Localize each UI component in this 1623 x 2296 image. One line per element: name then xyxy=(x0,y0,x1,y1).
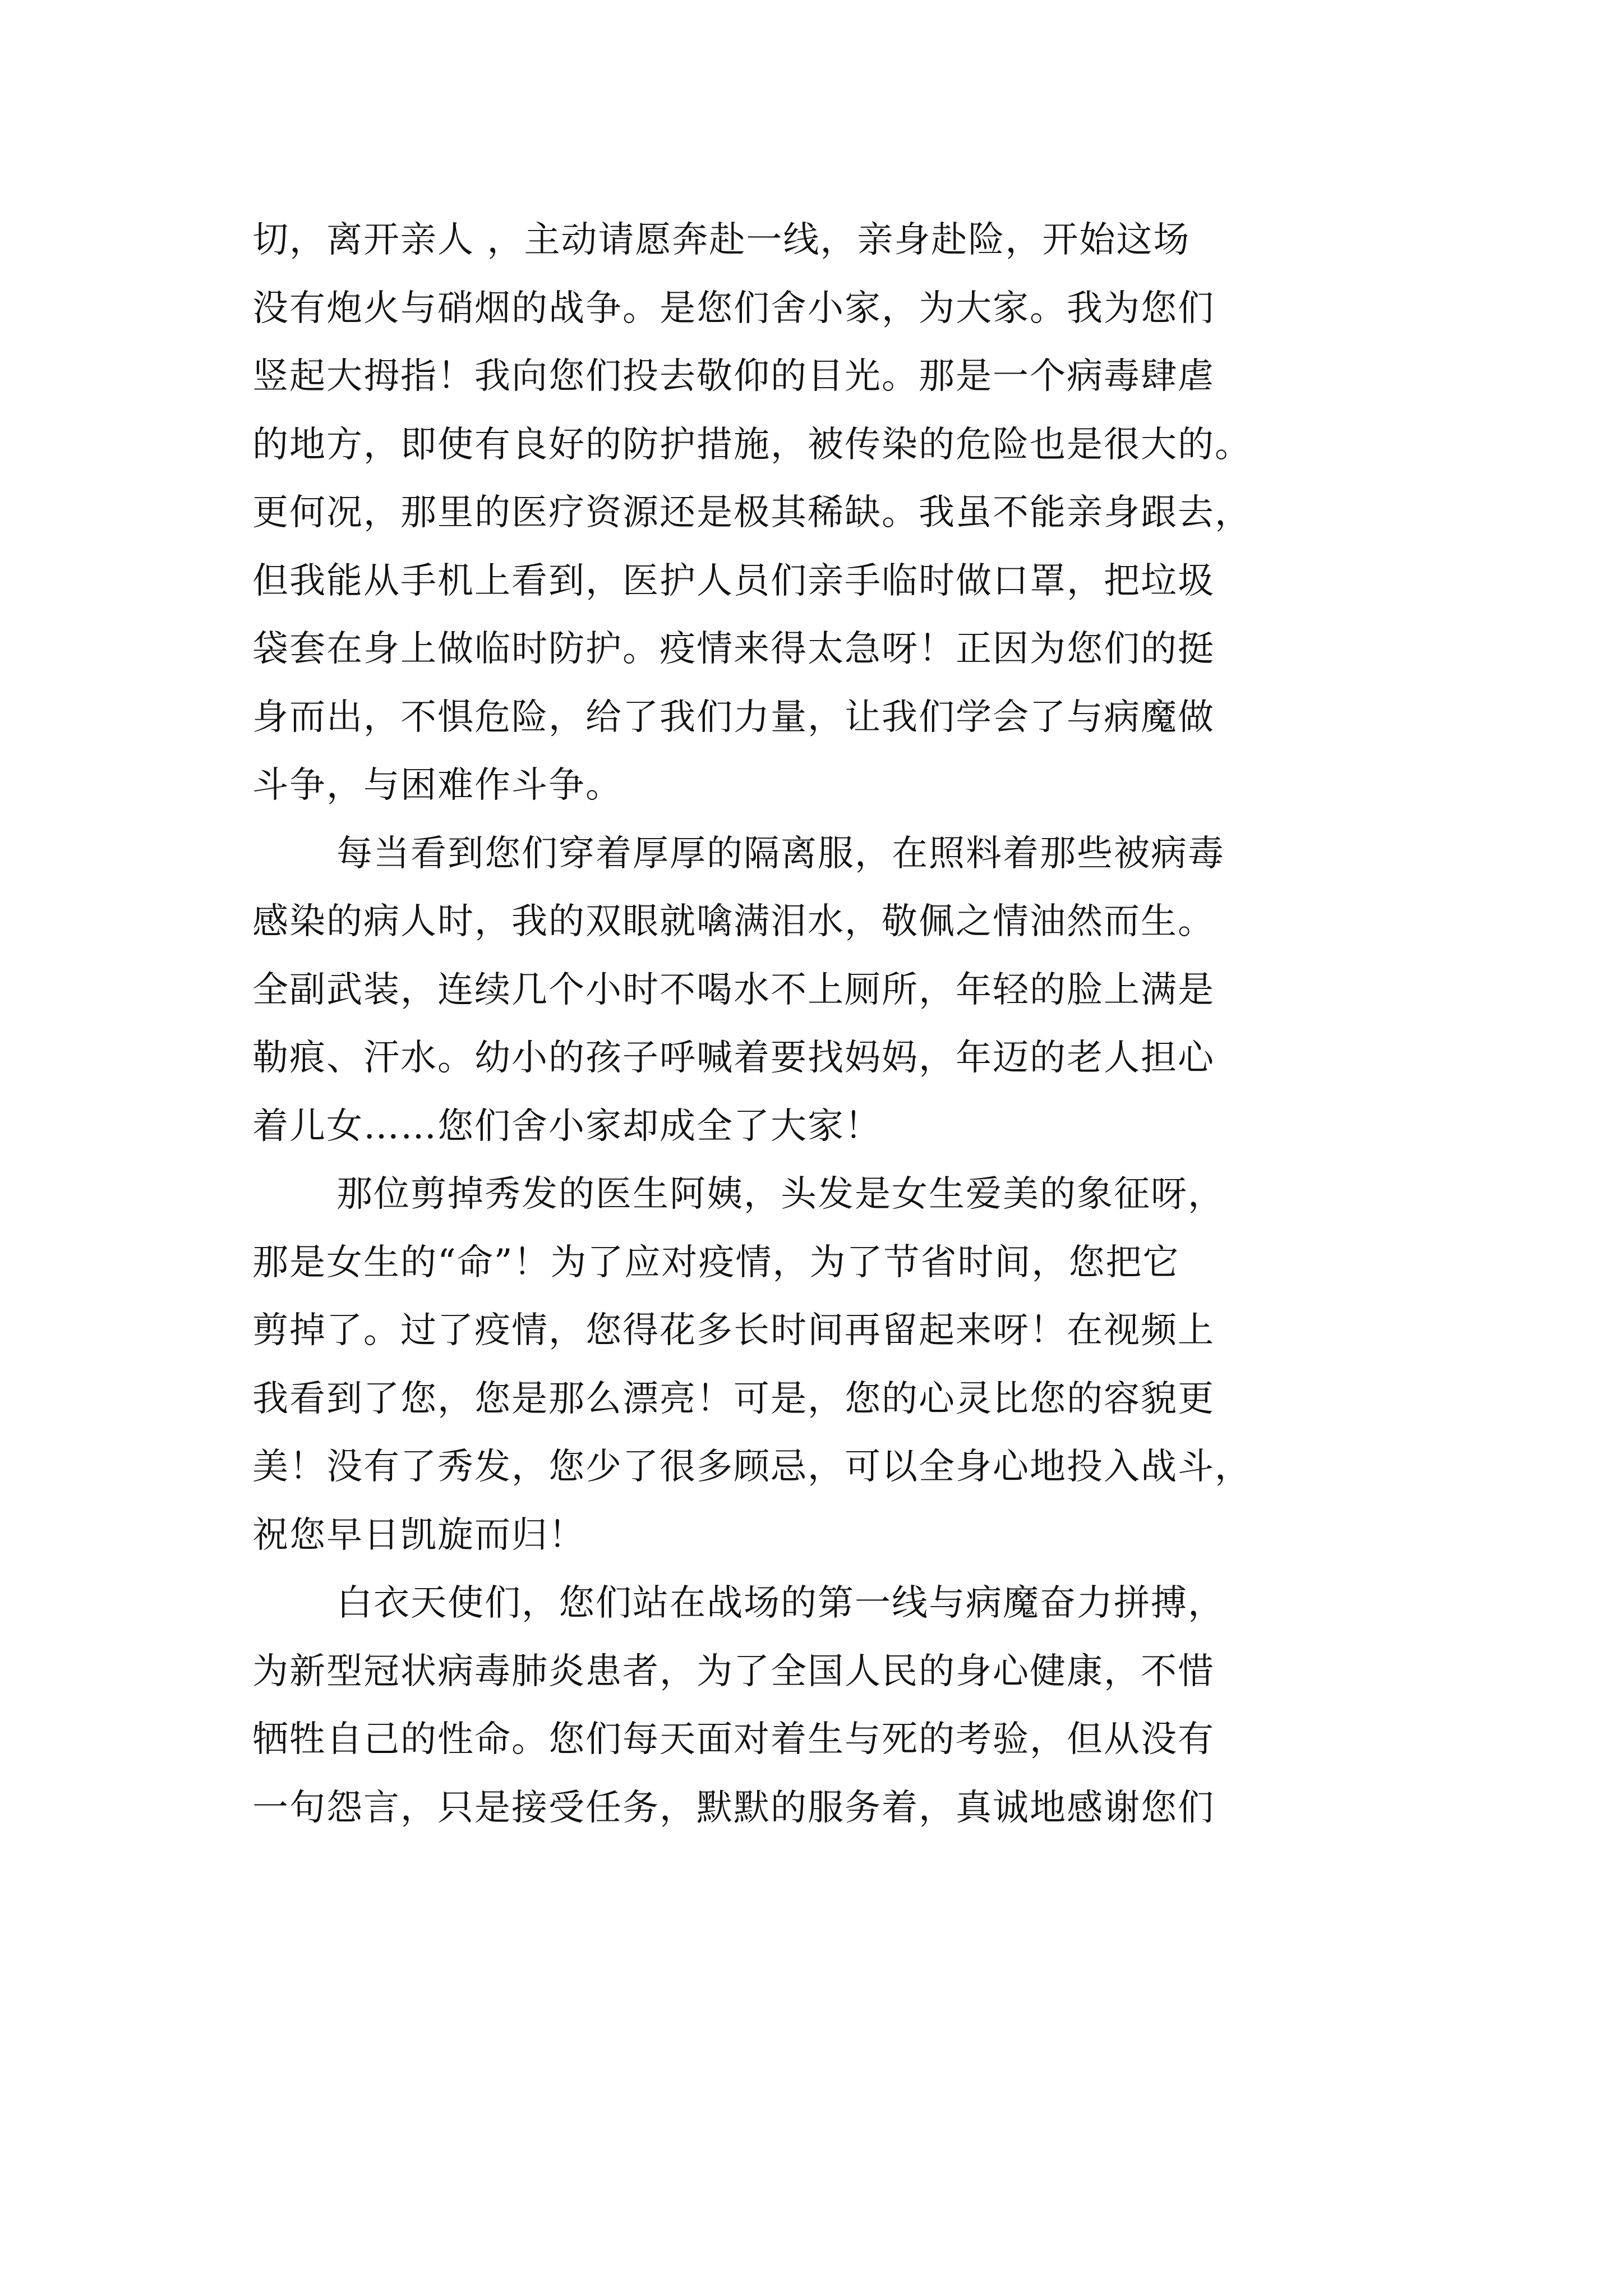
text-line: 全副武装，连续几个小时不喝水不上厕所，年轻的脸上满是 xyxy=(252,969,1215,1011)
document-body xyxy=(252,206,1396,1842)
text-line: 勒痕、汗水。幼小的孩子呼喊着要找妈妈，年迈的老人担心 xyxy=(252,1037,1215,1079)
text-line: 牺牲自己的性命。您们每天面对着生与死的考验，但从没有 xyxy=(252,1719,1215,1760)
text-line: 但我能从手机上看到，医护人员们亲手临时做口罩，把垃圾 xyxy=(252,560,1215,602)
text-line: 斗争，与困难作斗争。 xyxy=(252,765,623,806)
text-line: 更何况，那里的医疗资源还是极其稀缺。我虽不能亲身跟去， xyxy=(252,492,1252,533)
text-line: 身而出，不惧危险，给了我们力量，让我们学会了与病魔做 xyxy=(252,696,1215,738)
text-line: 没有炮火与硝烟的战争。是您们舍小家，为大家。我为您们 xyxy=(252,287,1215,329)
text-line: 感染的病人时，我的双眼就噙满泪水，敬佩之情油然而生。 xyxy=(252,901,1215,942)
text-line: 袋套在身上做临时防护。疫情来得太急呀！正因为您们的挺 xyxy=(252,628,1215,670)
text-line: 着儿女……您们舍小家却成全了大家！ xyxy=(252,1105,882,1147)
paragraph-first-line: 白衣天使们，您们站在战场的第一线与病魔奋力拼搏， xyxy=(336,1582,1225,1624)
paragraph-first-line: 那位剪掉秀发的医生阿姨，头发是女生爱美的象征呀， xyxy=(336,1174,1225,1215)
text-line: 为新型冠状病毒肺炎患者，为了全国人民的身心健康，不惜 xyxy=(252,1650,1215,1692)
text-line: 那是女生的“命”！为了应对疫情，为了节省时间，您把它 xyxy=(252,1241,1180,1283)
paragraph-first-line: 每当看到您们穿着厚厚的隔离服，在照料着那些被病毒 xyxy=(336,832,1225,875)
text-line: 一句怨言，只是接受任务，默默的服务着，真诚地感谢您们 xyxy=(252,1787,1215,1829)
text-line: 剪掉了。过了疫情，您得花多长时间再留起来呀！在视频上 xyxy=(252,1310,1215,1351)
text-line: 切，离开亲人 ，主动请愿奔赴一线，亲身赴险，开始这场 xyxy=(252,219,1191,261)
text-line: 竖起大拇指！我向您们投去敬仰的目光。那是一个病毒肆虐 xyxy=(252,356,1215,397)
text-line: 美！没有了秀发，您少了很多顾忌，可以全身心地投入战斗， xyxy=(252,1446,1252,1488)
text-line: 的地方，即使有良好的防护措施，被传染的危险也是很大的。 xyxy=(252,424,1252,466)
text-line: 我看到了您，您是那么漂亮！可是，您的心灵比您的容貌更 xyxy=(252,1378,1215,1420)
text-line: 祝您早日凯旋而归！ xyxy=(252,1514,585,1556)
